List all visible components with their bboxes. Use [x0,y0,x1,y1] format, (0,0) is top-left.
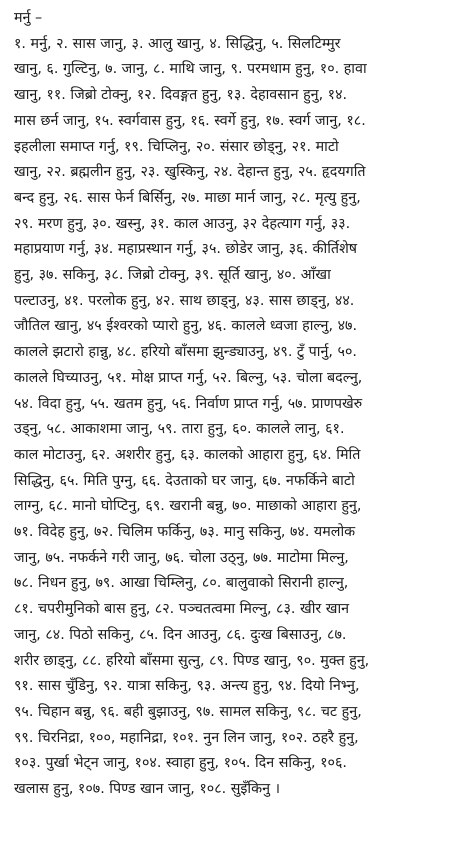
text-line: जानु, ८४. पिठो सकिनु, ८५. दिन आउनु, ८६. दुःख बिसाउनु, ८७. [14,626,347,643]
text-line: लाग्नु, ६८. मानो घोप्टिनु, ६९. खरानी बन्नु, ७०. माछाको आहारा हुनु, [14,498,362,515]
text-line: ५४. विदा हुनु, ५५. खतम हुनु, ५६. निर्वाण प्राप्त गर्नु, ५७. प्राणपखेरु [14,395,363,412]
synonym-list [14,32,462,803]
text-line: कालले घिच्याउनु, ५१. मोक्ष प्राप्त गर्नु, ५२. बिल्नु, ५३. चोला बदल्नु, [14,369,363,386]
text-line: महाप्रयाण गर्नु, ३४. महाप्रस्थान गर्नु, ३५. छोडेर जानु, ३६. कीर्तिशेष [14,241,358,258]
text-line: कालले झटारो हान्नु, ४८. हरियो बाँसमा झुन्ड्याउनु, ४९. टुँ पार्नु, ५०. [14,344,357,361]
text-line: शरीर छाड्नु, ८८. हरियो बाँसमा सुत्नु, ८९. पिण्ड खानु, ९०. मुक्त हुनु, [14,652,370,669]
text-line: काल मोटाउनु, ६२. अशरीर हुनु, ६३. कालको आहारा हुनु, ६४. मिति [14,446,361,463]
text-line: १०३. पुर्खा भेट्न जानु, १०४. स्वाहा हुनु, १०५. दिन सकिनु, १०६. [14,755,347,772]
text-line: खानु, ६. गुल्टिनु, ७. जानु, ८. माथि जानु, ९. परमधाम हुनु, १०. हावा [14,61,367,78]
text-line: उड्नु, ५८. आकाशमा जानु, ५९. तारा हुनु, ६०. कालले लानु, ६१. [14,421,345,438]
text-line: ८१. चपरीमुनिको बास हुनु, ८२. पञ्चतत्वमा मिल्नु, ८३. खीर खान [14,601,350,618]
text-line: पल्टाउनु, ४१. परलोक हुनु, ४२. साथ छाड्नु, ४३. सास छाड्नु, ४४. [14,292,355,309]
text-line: बन्द हुनु, २६. सास फेर्न बिर्सिनु, २७. माछा मार्न जानु, २८. मृत्यु हुनु, [14,189,361,206]
text-line: १. मर्नु, २. सास जानु, ३. आलु खानु, ४. सिद्धिनु, ५. सिलटिम्मुर [14,35,341,52]
text-line: मास छर्न जानु, १५. स्वर्गवास हुनु, १६. स्वर्गे हुनु, १७. स्वर्ग जानु, १८. [14,112,366,129]
text-line: ९९. चिरनिद्रा, १००, महानिद्रा, १०१. नुन लिन जानु, १०२. ठहरै हुनु, [14,729,359,746]
text-line: खानु, ११. जिब्रो टोक्नु, १२. दिवङ्गत हुनु, १३. देहावसान हुनु, १४. [14,87,348,104]
text-line: खानु, २२. ब्रह्मलीन हुनु, २३. खुस्किनु, २४. देहान्त हुनु, २५. हृदयगति [14,164,366,181]
text-line: ७१. विदेह हुनु, ७२. चिलिम फर्किनु, ७३. मानु सकिनु, ७४. यमलोक [14,524,356,541]
text-line: हुनु, ३७. सकिनु, ३८. जिब्रो टोक्नु, ३९. सूर्ति खानु, ४०. आँखा [14,267,331,284]
text-line: खलास हुनु, १०७. पिण्ड खान जानु, १०८. सुइँकिनु । [14,781,280,798]
document-heading: मर्नु – [14,10,43,26]
text-line: जौतिल खानु, ४५ ईश्वरको प्यारो हुनु, ४६. कालले ध्वजा हाल्नु, ४७. [14,318,357,335]
text-line: इहलीला समाप्त गर्नु, १९. चिप्लिनु, २०. संसार छोड्नु, २१. माटो [14,138,339,155]
text-line: ९१. सास चुँडिनु, ९२. यात्रा सकिनु, ९३. अन्त्य हुनु, ९४. दियो निभ्नु, [14,678,360,695]
text-line: सिद्धिनु, ६५. मिति पुग्नु, ६६. देउताको घर जानु, ६७. नफर्किने बाटो [14,472,355,489]
text-line: ९५. चिहान बन्नु, ९६. बही बुझाउनु, ९७. सामल सकिनु, ९८. चट हुनु, [14,703,362,720]
text-line: २९. मरण हुनु, ३०. खस्नु, ३१. काल आउनु, ३२ देहत्याग गर्नु, ३३. [14,215,351,232]
text-line: जानु, ७५. नफर्कने गरी जानु, ७६. चोला उठ्नु, ७७. माटोमा मिल्नु, [14,549,349,566]
text-line: ७८. निधन हुनु, ७९. आखा चिम्लिनु, ८०. बालुवाको सिरानी हाल्नु, [14,575,349,592]
